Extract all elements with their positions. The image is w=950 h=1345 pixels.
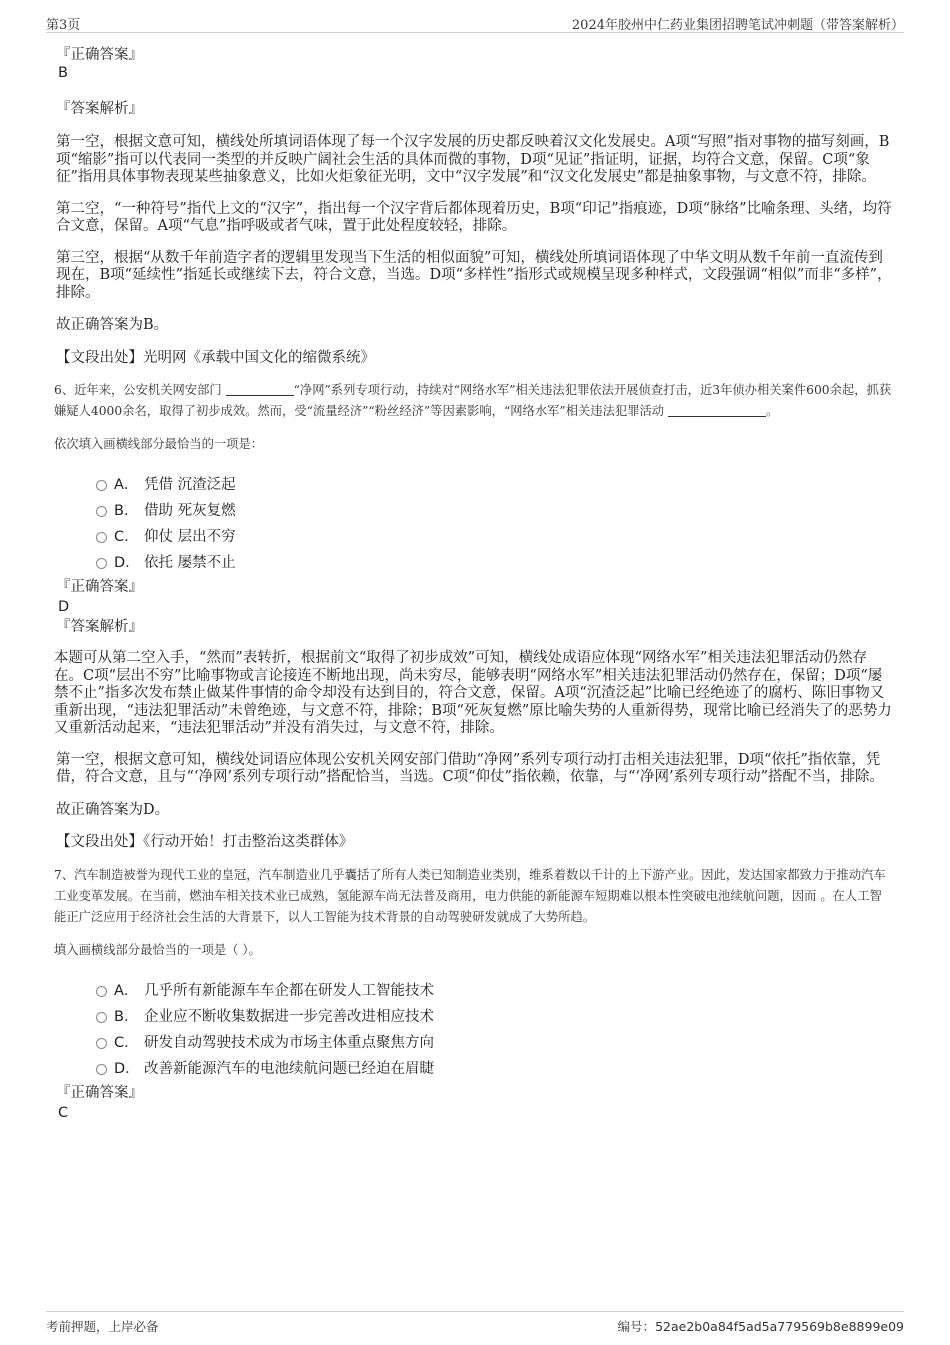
question-prompt: 依次填入画横线部分最恰当的一项是： xyxy=(54,437,264,451)
answer-label: 『正确答案』 xyxy=(56,47,143,63)
source-citation: 【文段出处】《行动开始！打击整治这类群体》 xyxy=(56,834,354,850)
conclusion: 故正确答案为D。 xyxy=(56,801,170,818)
answer-label: 『正确答案』 xyxy=(56,579,143,595)
radio-button[interactable] xyxy=(96,506,107,517)
page-number: 第3页 xyxy=(46,18,81,33)
options-list xyxy=(56,978,894,1082)
source-citation: 【文段出处】光明网《承载中国文化的缩微系统》 xyxy=(56,349,375,366)
question-prompt: 填入画横线部分最恰当的一项是（ ）。 xyxy=(54,942,261,957)
page-header xyxy=(46,10,904,33)
radio-button[interactable] xyxy=(96,480,107,491)
radio-button[interactable] xyxy=(96,1012,107,1023)
explanation-label: 『答案解析』 xyxy=(56,619,143,635)
answer-value: B xyxy=(58,65,68,81)
explanation-label: 『答案解析』 xyxy=(56,101,143,117)
explanation-paragraph: 第三空，根据“从数千年前造字者的逻辑里发现当下生活的相似面貌”可知，横线处所填词语体现了中华文明从数千年前一直流传到现在，B项“延续性”指延长或继续下去，符合文意，当选。D项“多样性”指形式或规模呈现多种样式，文段强调“相似”而非“多样”，排除。 xyxy=(56,249,892,301)
option-b[interactable]: B． 借助 死灰复燃 xyxy=(56,498,894,524)
question-stem: 6、近年来，公安机关网安部门 “净网”系列专项行动，持续对“网络水军”相关违法犯罪依法开展侦查打击，近3年侦办相关案件600余起，抓获嫌疑人4000余名，取得了初步成效。然而，受“流量经济”“粉丝经济”等因素影响，“网络水军”相关违法犯罪活动 。 xyxy=(54,383,892,418)
fill-blank xyxy=(226,382,294,396)
option-d[interactable]: D． 改善新能源汽车的电池续航问题已经迫在眉睫 xyxy=(56,1056,894,1082)
radio-button[interactable] xyxy=(96,986,107,997)
document-code: 编号：52ae2b0a84f5ad5a779569b8e8899e09 xyxy=(617,1319,904,1334)
radio-button[interactable] xyxy=(96,1038,107,1049)
option-b[interactable]: B． 企业应不断收集数据进一步完善改进相应技术 xyxy=(56,1004,894,1030)
explanation-paragraph: 第一空，根据文意可知，横线处所填词语体现了每一个汉字发展的历史都反映着汉文化发展史。A项“写照”指对事物的描写刻画，B项“缩影”指可以代表同一类型的并反映广阔社会生活的具体而微的事物，D项“见证”指证明，证据，均符合文意，保留。C项“象征”指用具体事物表现某些抽象意义，比如火炬象征光明，文中“汉字发展”和“汉文化发展史”都是抽象事物，与文意不符，排除。 xyxy=(56,134,890,185)
document-body xyxy=(56,46,894,1122)
question-stem: 7、汽车制造被誉为现代工业的皇冠，汽车制造业几乎囊括了所有人类已知制造业类别，维系着数以千计的上下游产业。因此，发达国家都致力于推动汽车工业变革发展。在当前，燃油车相关技术业已成熟，氢能源车尚无法普及商用，电力供能的新能源车短期难以根本性突破电池续航问题，因而 。在人工智能正广泛应用于经济社会生活的大背景下，以人工智能为技术背景的自动驾驶研发就成了大势所趋。 xyxy=(54,867,886,924)
options-list xyxy=(56,472,894,576)
conclusion: 故正确答案为B。 xyxy=(56,317,169,333)
document-title: 2024年胶州中仁药业集团招聘笔试冲刺题（带答案解析） xyxy=(571,18,904,33)
option-a[interactable]: A． 凭借 沉渣泛起 xyxy=(56,472,894,498)
explanation-paragraph: 第一空，根据文意可知，横线处词语应体现公安机关网安部门借助“净网”系列专项行动打击相关违法犯罪，D项“依托”指依靠，凭借，符合文意，且与“‘净网’系列专项行动”搭配恰当，当选。C项“仰仗”指依赖，依靠，与“‘净网’系列专项行动”搭配不当，排除。 xyxy=(56,751,885,785)
answer-value: C xyxy=(58,1104,69,1121)
page-footer xyxy=(46,1311,904,1336)
answer-label: 『正确答案』 xyxy=(56,1084,143,1101)
radio-button[interactable] xyxy=(96,1064,107,1075)
explanation-paragraph: 本题可从第二空入手，“然而”表转折，根据前文“取得了初步成效”可知，横线处成语应体现“网络水军”相关违法犯罪活动仍然存在。C项“层出不穷”比喻事物或言论接连不断地出现，尚未穷尽，能够表明“网络水军”相关违法犯罪活动仍然存在，保留；D项“屡禁不止”指多次发布禁止做某件事情的命令却没有达到目的，符合文意，保留。A项“沉渣泛起”比喻已经绝迹了的腐朽、陈旧事物又重新出现，“违法犯罪活动”未曾绝迹，与文意不符，排除；B项“死灰复燃”原比喻失势的人重新得势，现常比喻已经消失了的恶势力又重新活动起来，“违法犯罪活动”并没有消失过，与文意不符，排除。 xyxy=(54,650,892,736)
radio-button[interactable] xyxy=(96,558,107,569)
fill-blank xyxy=(668,403,766,417)
explanation-paragraph: 第二空，“一种符号”指代上文的“汉字”，指出每一个汉字背后都体现着历史，B项“印记”指痕迹，D项“脉络”比喻条理、头绪，均符合文意，保留。A项“气息”指呼吸或者气味，置于此处程度较轻，排除。 xyxy=(56,200,892,234)
option-d[interactable]: D． 依托 屡禁不止 xyxy=(56,550,894,576)
footer-slogan: 考前押题，上岸必备 xyxy=(46,1319,159,1334)
answer-value: D xyxy=(58,599,70,615)
option-c[interactable]: C． 研发自动驾驶技术成为市场主体重点聚焦方向 xyxy=(56,1030,894,1056)
option-a[interactable]: A． 几乎所有新能源车车企都在研发人工智能技术 xyxy=(56,978,894,1004)
radio-button[interactable] xyxy=(96,532,107,543)
option-c[interactable]: C． 仰仗 层出不穷 xyxy=(56,524,894,550)
